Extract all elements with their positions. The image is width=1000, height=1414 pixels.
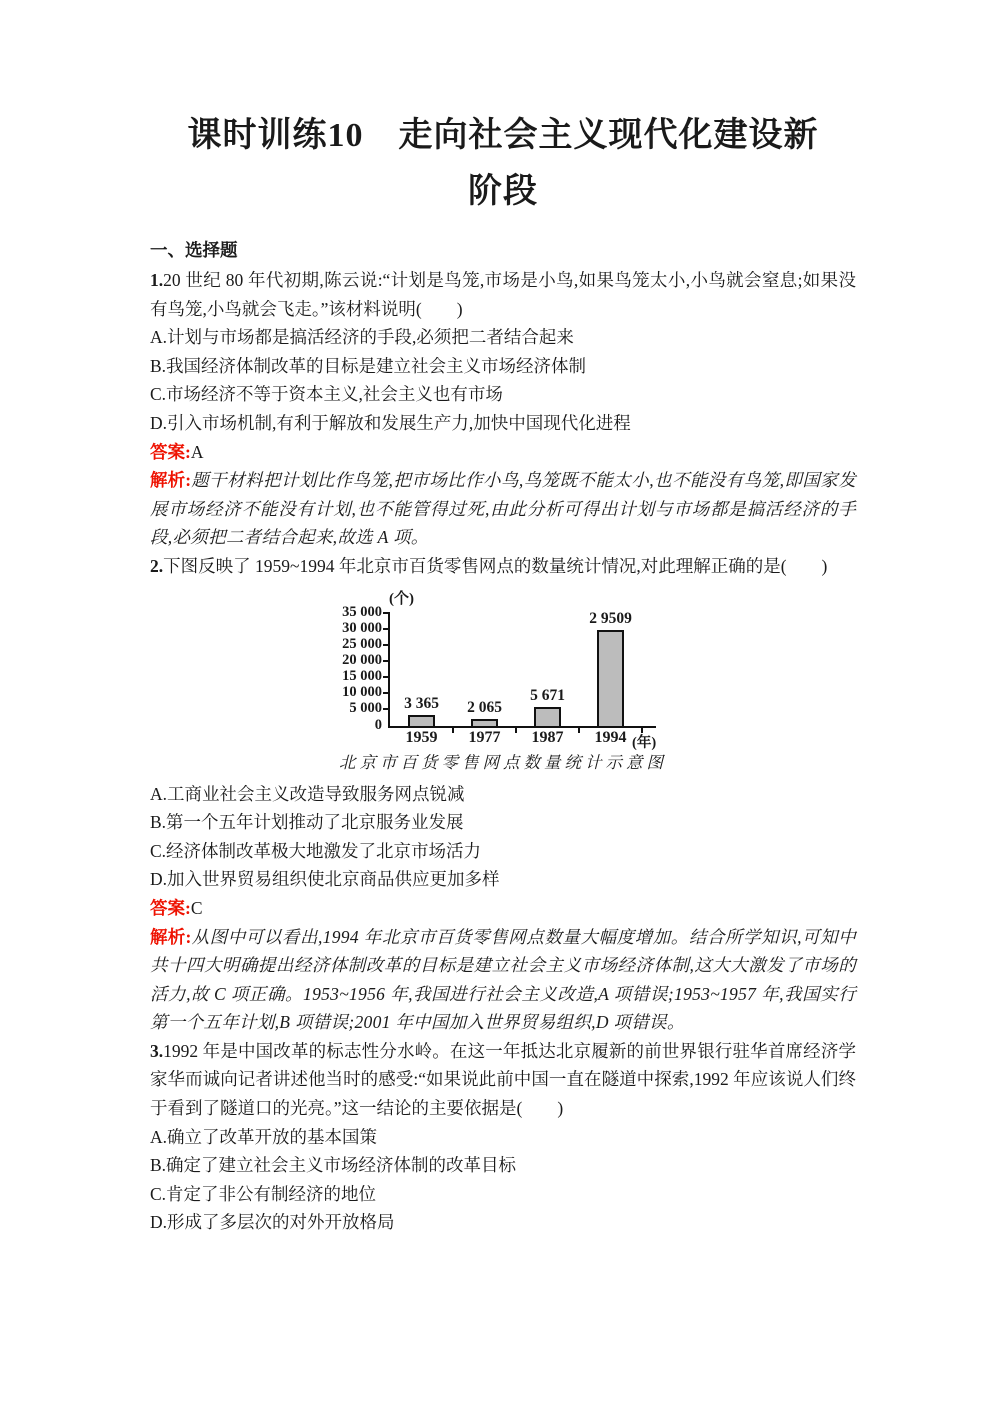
answer-value: A xyxy=(190,441,204,462)
section-heading: 一、选择题 xyxy=(150,240,238,260)
y-axis-tick xyxy=(383,644,390,646)
question-3-number: 3. xyxy=(150,1040,164,1061)
y-axis-label: 20 000 xyxy=(342,651,382,668)
analysis-text: 题干材料把计划比作鸟笼,把市场比作小鸟,鸟笼既不能太小,也不能没有鸟笼,即国家发展市场经济不能没有计划,也不能管得过死,由此分析可得出计划与市场都是搞活经济的手段,必须把二者结合起来,故选 A 项。 xyxy=(150,470,857,548)
chart-caption: 北京市百货零售网点数量统计示意图 xyxy=(339,752,667,772)
question-1-answer xyxy=(150,438,856,467)
question-2-stem-text: 下图反映了 1959~1994 年北京市百货零售网点的数量统计情况,对此理解正确的是( ) xyxy=(163,555,828,576)
y-axis-label: 15 000 xyxy=(342,668,382,685)
question-1-stem-text: 20 世纪 80 年代初期,陈云说:“计划是鸟笼,市场是小鸟,如果鸟笼太小,小鸟就会窒息;如果没有鸟笼,小鸟就会飞走。”该材料说明( ) xyxy=(150,270,856,319)
bar-value-label: 5 671 xyxy=(530,687,565,705)
question-2-stem xyxy=(150,552,856,581)
analysis-text: 从图中可以看出,1994 年北京市百货零售网点数量大幅度增加。结合所学知识,可知中共十四大明确提出经济体制改革的目标是建立社会主义市场经济体制,这大大激发了市场的活力,故 C 项正确。1953~1956 年,我国进行社会主义改造,A 项错误;1953~1957 年,我国实行第一个五年计划,B 项错误;2001 年中国加入世界贸易组织,D 项错误。 xyxy=(150,926,857,1033)
question-2-option-a: A.工商业社会主义改造导致服务网点锐减 xyxy=(150,783,465,804)
x-axis-label: 1959 xyxy=(405,728,438,746)
y-axis-tick xyxy=(383,612,390,614)
question-1-option-c: C.市场经济不等于资本主义,社会主义也有市场 xyxy=(150,384,503,405)
question-3-option-b: B.确定了建立社会主义市场经济体制的改革目标 xyxy=(150,1155,517,1176)
answer-value: C xyxy=(190,897,203,918)
question-2-option-c: C.经济体制改革极大地激发了北京市场活力 xyxy=(150,840,482,861)
x-axis-label: 1987 xyxy=(531,728,564,746)
worksheet-content xyxy=(150,108,856,1237)
question-1-option-b: B.我国经济体制改革的目标是建立社会主义市场经济体制 xyxy=(150,355,587,376)
bar-value-label: 2 065 xyxy=(467,698,502,716)
answer-label: 答案: xyxy=(150,441,191,462)
y-axis-tick xyxy=(383,676,390,678)
analysis-label: 解析: xyxy=(150,926,192,947)
y-axis-tick xyxy=(383,660,390,662)
y-axis-label: 25 000 xyxy=(342,635,382,652)
y-axis-label: 0 xyxy=(374,716,382,733)
question-3-stem-text: 1992 年是中国改革的标志性分水岭。在这一年抵达北京履新的前世界银行驻华首席经济学家华而诚向记者讲述他当时的感受:“如果说此前中国一直在隧道中探索,1992 年应该说人们终于看到了隧道口的光亮。”这一结论的主要依据是( ) xyxy=(150,1040,856,1119)
question-1-stem xyxy=(150,266,856,323)
question-3-option-d: D.形成了多层次的对外开放格局 xyxy=(150,1212,395,1233)
question-2-analysis xyxy=(150,923,856,1037)
y-axis-label: 30 000 xyxy=(342,619,382,636)
y-axis-label: 5 000 xyxy=(349,700,382,717)
answer-label: 答案: xyxy=(150,897,191,918)
question-2 xyxy=(150,552,856,1037)
question-2-answer xyxy=(150,894,856,923)
bar-1987 xyxy=(534,707,561,725)
question-3-stem xyxy=(150,1037,856,1123)
question-1-option-a: A.计划与市场都是搞活经济的手段,必须把二者结合起来 xyxy=(150,327,574,348)
page-title-line2: 阶段 xyxy=(468,173,538,210)
y-axis-tick xyxy=(383,628,390,630)
question-3-option-a: A.确立了改革开放的基本国策 xyxy=(150,1126,378,1147)
y-axis-label: 10 000 xyxy=(342,684,382,701)
bar-1994 xyxy=(597,630,624,725)
y-axis-label: 35 000 xyxy=(342,603,382,620)
bar-1977 xyxy=(471,719,498,726)
question-1 xyxy=(150,266,856,552)
x-axis-tick xyxy=(641,726,643,733)
bar-chart xyxy=(327,589,679,751)
question-1-number: 1. xyxy=(150,270,164,290)
analysis-label: 解析: xyxy=(150,470,192,491)
bar-chart-plot xyxy=(342,603,657,751)
question-2-option-d: D.加入世界贸易组织使北京商品供应更加多样 xyxy=(150,869,500,890)
question-2-number: 2. xyxy=(150,555,164,576)
question-1-analysis xyxy=(150,466,856,552)
question-2-option-b: B.第一个五年计划推动了北京服务业发展 xyxy=(150,812,464,833)
x-axis-label: 1994 xyxy=(594,728,627,746)
page-title xyxy=(150,108,856,220)
chart-x-unit: (年) xyxy=(632,734,657,751)
bar-1959 xyxy=(408,715,435,726)
page-title-line1: 课时训练10 走向社会主义现代化建设新 xyxy=(187,117,819,154)
bar-value-label: 3 365 xyxy=(404,694,439,712)
x-axis-label: 1977 xyxy=(468,728,501,746)
question-1-option-d: D.引入市场机制,有利于解放和发展生产力,加快中国现代化进程 xyxy=(150,412,631,433)
bar-value-label: 2 9509 xyxy=(589,610,632,628)
question-3-option-c: C.肯定了非公有制经济的地位 xyxy=(150,1183,377,1204)
chart-y-unit: (个) xyxy=(389,590,414,607)
question-3 xyxy=(150,1037,856,1237)
